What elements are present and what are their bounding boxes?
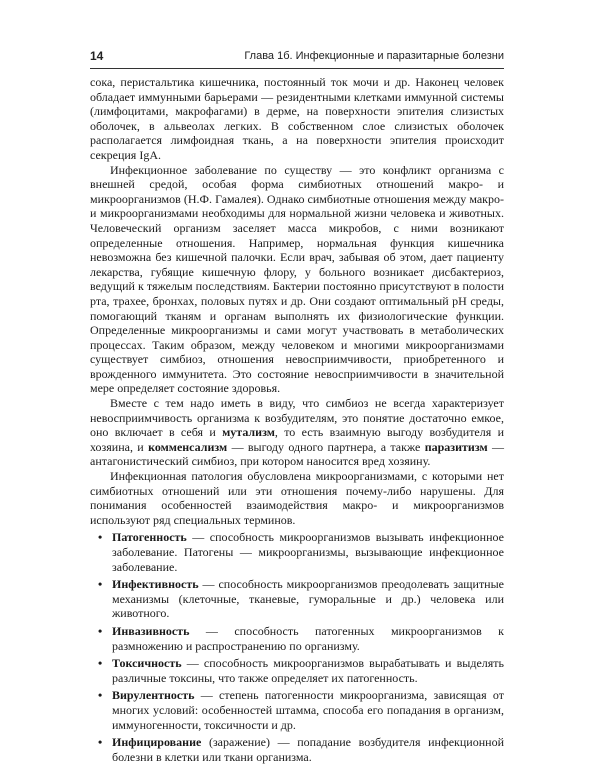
list-item — [90, 577, 504, 621]
term-parasitism: паразитизм — [424, 439, 488, 454]
term-commensalism: комменсализм — [148, 439, 228, 454]
term-name: Инфицирование — [112, 735, 202, 750]
paragraph: Инфекционное заболевание по существу — это конфликт организма с внешней средой, особая форма симбиотных отношений макро- и микроорганизмов (Н.Ф. Гамалея). Однако симбиотные отношения между макро- и микроорганизмами необходимы для нормальной жизни человека и животных. Человеческий организм заселяет масса микробов, с ними возникают определенные отношения. Например, нормальная функция кишечника невозможна без кишечной палочки. Если врач, забывая об этом, дает пациенту лекарства, губящие кишечную флору, у больного возникает дисбактериоз, ведущий к тяжелым последствиям. Бактерии постоянно присутствуют в полости рта, трахее, бронхах, половых путях и др. Они создают оптимальный pH среды, помогающий тканям и органам выполнять их физиологические функции. Определенные микроорганизмы и сами могут участвовать в метаболических процессах. Таким образом, между человеком и многими микроорганизмами существует симбиоз, отношения невосприимчивости, приобретенного и врожденного иммунитета. Это состояние невосприимчивости в значительной мере определяет состояние здоровья. — [90, 162, 504, 396]
list-item — [90, 688, 504, 732]
bullet-icon: • — [98, 623, 103, 638]
term-name: Инфективность — [112, 577, 199, 592]
list-item — [90, 656, 504, 685]
term-mutalism: мутализм — [222, 425, 275, 440]
header-divider — [90, 68, 504, 69]
chapter-title: Глава 1б. Инфекционные и паразитарные болезни — [244, 50, 504, 62]
paragraph: сока, перистальтика кишечника, постоянный ток мочи и др. Наконец человек обладает иммунными барьерами — резидентными клетками иммунной системы (лимфоцитами, макрофагами) в дерме, на поверхности эпителия слизистых оболочек, в альвеолах легких. В собственном слое слизистых оболочек располагается лимфоидная ткань, а на поверхности эпителия происходит секреция IgA. — [90, 75, 504, 162]
paragraph: Инфекционная патология обусловлена микроорганизмами, с которыми нет симбиотных отношений или эти отношения почему-либо нарушены. Для понимания особенностей взаимодействия макро- и микроорганизмов используют ряд специальных терминов. — [90, 469, 504, 527]
term-definition: — способность микроорганизмов вызывать инфекционное заболевание. Патогены — микроорганизмы, вызывающие инфекционное заболевание. — [112, 530, 504, 574]
bullet-icon: • — [98, 530, 103, 545]
paragraph-symbiosis: Вместе с тем надо иметь в виду, что симбиоз не всегда характеризует невосприимчивость организма к возбудителям, это понятие достаточно емкое, оно включает в себя и мутализм, то есть взаимную выгоду возбудителя и хозяина, и комменсализм — выгоду одного партнера, а также паразитизм — антагонистический симбиоз, при котором наносится вред хозяину. — [90, 396, 505, 469]
term-definition: — способность патогенных микроорганизмов к размножению и распространению по организму. — [112, 623, 504, 653]
term-name: Токсичность — [112, 656, 182, 671]
bullet-icon: • — [98, 656, 103, 671]
term-definition: (заражение) — попадание возбудителя инфекционной болезни в клетки или ткани организма. — [112, 735, 504, 764]
page-number: 14 — [90, 49, 104, 63]
term-name: Инвазивность — [112, 623, 190, 638]
term-name: Патогенность — [112, 530, 187, 545]
term-definition: — степень патогенности микроорганизма, зависящая от многих условий: особенностей штамма, способа его попадания в организм, иммуногенности, токсичности и др. — [112, 688, 504, 732]
term-definition: — способность микроорганизмов вырабатывать и выделять различные токсины, что также определяет их патогенность. — [112, 656, 504, 685]
bullet-icon: • — [98, 688, 103, 703]
list-item — [90, 624, 504, 653]
body-text — [90, 75, 504, 767]
term-definition: — способность микроорганизмов преодолевать защитные механизмы (клеточные, тканевые, гуморальные и др.) человека или животного. — [112, 577, 504, 621]
terms-list — [90, 530, 504, 764]
list-item — [90, 530, 504, 574]
bullet-icon: • — [98, 735, 103, 750]
bullet-icon: • — [98, 577, 103, 592]
running-header — [90, 49, 504, 65]
term-name: Вирулентность — [112, 688, 195, 703]
